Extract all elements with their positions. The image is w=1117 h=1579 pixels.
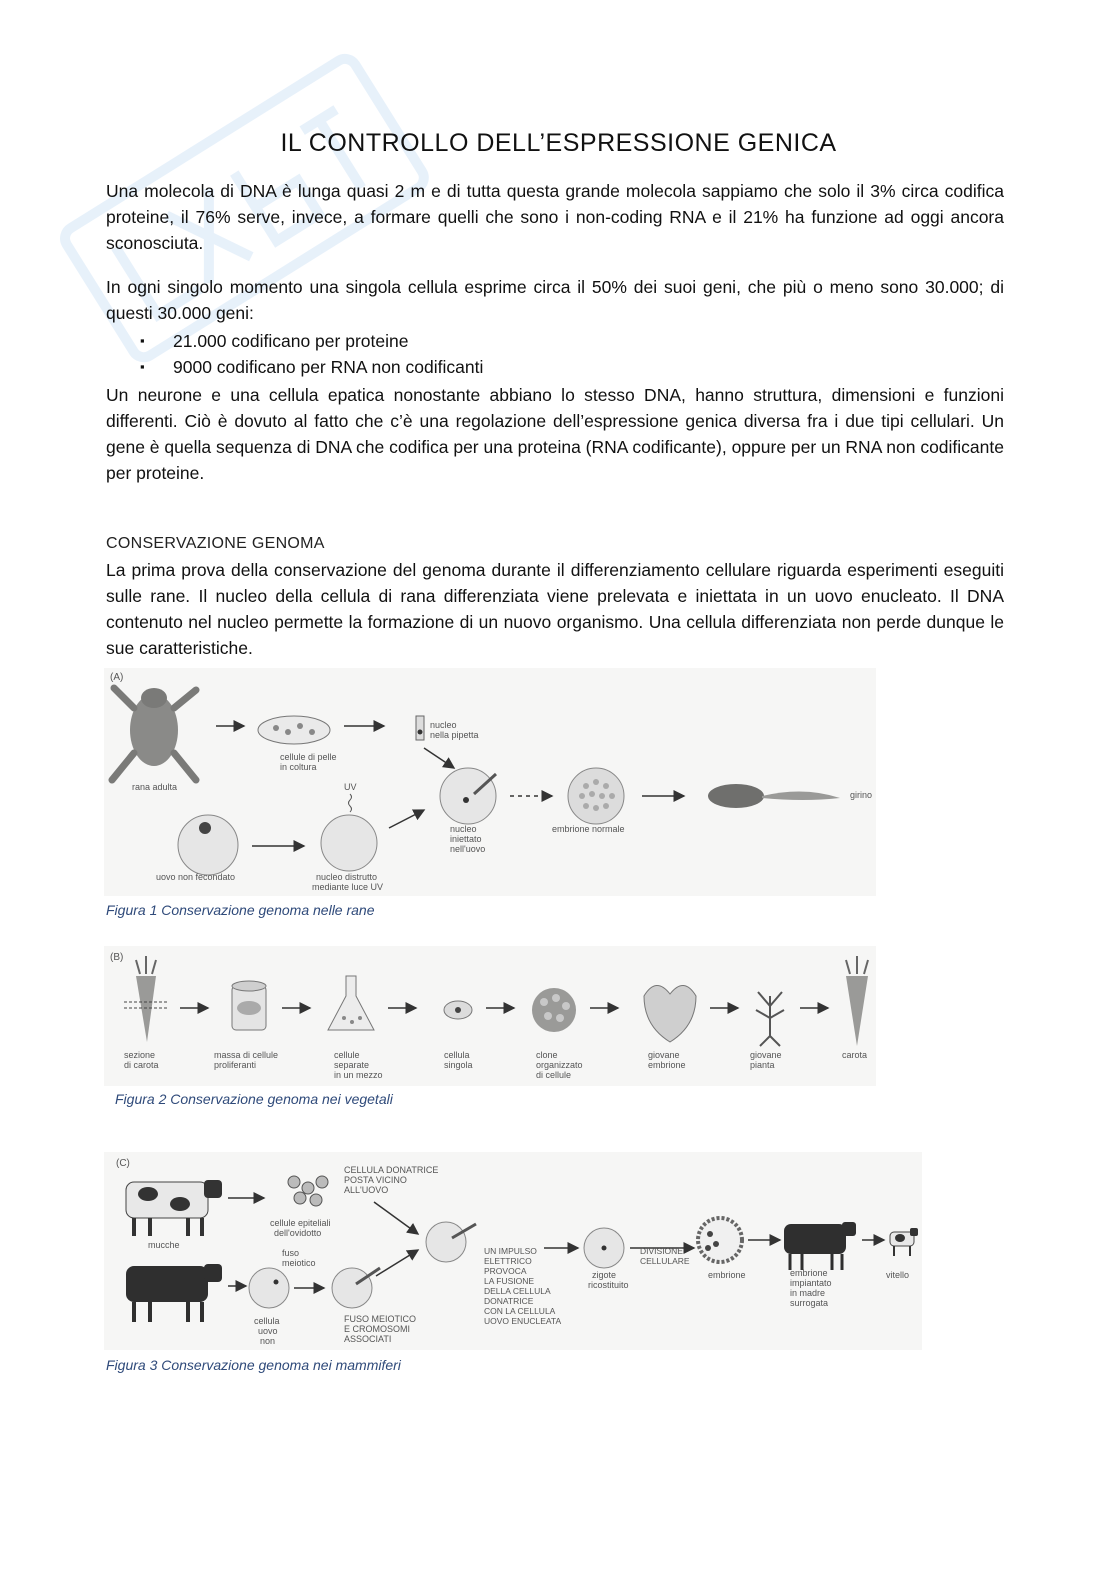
figure-frog-cloning [104,668,876,896]
label-culture1: cellule di pelle [280,752,337,762]
egg-cell-icon [249,1268,289,1308]
young-plant-icon [756,992,784,1046]
surrogate-cow-icon [784,1222,856,1270]
label-s4b: singola [444,1060,473,1070]
label-removed2: E CROMOSOMI [344,1324,411,1334]
genes-paragraph: In ogni singolo momento una singola cellula esprime circa il 50% dei suoi geni, che più o meno sono 30.000; di questi 30.000 geni: [106,277,1004,323]
blastocyst-icon [698,1218,742,1262]
pipette-icon [416,716,424,740]
label-impulse2: ELETTRICO [484,1256,532,1266]
section-heading: CONSERVAZIONE GENOMA [106,535,325,552]
flask-icon [328,976,374,1030]
tadpole-icon [708,784,840,808]
label-implant4: surrogata [790,1298,829,1308]
label-cows: mucche [148,1240,180,1250]
label-frog: rana adulta [132,782,178,792]
figure-3-caption: Figura 3 Conservazione genoma nei mammiferi [106,1357,401,1373]
enucleated-egg-icon [321,815,377,871]
list-item: ▪ 9000 codificano per RNA non codificanti [140,354,1000,380]
label-donor3: ALL'UOVO [344,1185,389,1195]
label-s1a: sezione [124,1050,156,1060]
intro-paragraph: Una molecola di DNA è lunga quasi 2 m e di tutta questa grande molecola sappiamo che solo il 3% circa codifica proteine, il 76% serve, invece, a formare quelli che sono i non-coding RNA e il 21% ha funzione ad oggi ancora sconosciuta. [106,181,1004,253]
label-spindle1: fuso [282,1248,300,1258]
label-epi2: dell'ovidotto [274,1228,322,1238]
label-s7a: giovane [750,1050,782,1060]
gene-count-list [140,328,1000,380]
carrot-section-icon [124,956,168,1042]
label-impulse4: LA FUSIONE [484,1276,535,1286]
fusion-egg-icon [426,1222,466,1262]
label-s3a: cellule [334,1050,360,1060]
label-calf: vitello [886,1270,910,1280]
label-impulse3: PROVOCA [484,1266,527,1276]
label-embryo: embrione [708,1270,746,1280]
panel-label-b: (B) [110,952,124,963]
frog-cloning-diagram [104,668,876,896]
label-egg2: uovo [258,1326,278,1336]
petri-dish-icon [258,716,330,744]
figure-carrot-cloning [104,946,876,1086]
epithelial-cells-icon [288,1176,328,1206]
label-s5c: di cellule [536,1070,572,1080]
label-implant1: embrione [790,1268,828,1278]
embryo-icon [568,768,624,824]
label-egg3: non [260,1336,276,1346]
label-s5b: organizzato [536,1060,583,1070]
list-item: ▪ 21.000 codificano per proteine [140,328,1000,354]
label-donor1: CELLULA DONATRICE [344,1165,439,1175]
label-egg1: cellula [254,1316,280,1326]
label-destroyed1: nucleo distrutto [316,872,378,882]
label-s7b: pianta [750,1060,775,1070]
label-pipette2: nella pipetta [430,730,479,740]
plant-embryo-icon [644,985,696,1042]
label-zygote2: ricostituito [588,1280,629,1290]
page-title: IL CONTROLLO DELL’ESPRESSIONE GENICA [280,129,837,157]
mammal-cloning-diagram [104,1152,922,1350]
culture-jar-icon [232,981,266,1030]
label-implant3: in madre [790,1288,826,1298]
carrot-cloning-diagram [104,946,876,1086]
frog-icon [112,688,196,780]
label-division2: CELLULARE [640,1256,690,1266]
label-s3c: in un mezzo [334,1070,383,1080]
panel-label-a: (A) [110,672,124,683]
label-s3b: separate [334,1060,370,1070]
label-impulse7: CON LA CELLULA [484,1306,556,1316]
label-spindle2: meiotico [282,1258,316,1268]
figure-1-caption: Figura 1 Conservazione genoma nelle rane [106,902,375,918]
label-uv: UV [344,782,357,792]
label-s4a: cellula [444,1050,470,1060]
injected-egg-icon [440,768,496,824]
gene-definition-paragraph: Un neurone e una cellula epatica nonostante abbiano lo stesso DNA, hanno struttura, dimensioni e funzioni differenti. Ciò è dovuto al fatto che c’è una regolazione dell’espressione genica diversa fra i due tipi cellulari. Un gene è quella sequenza di DNA che codifica per una proteina (RNA codificante), oppure per un RNA non codificante per proteine. [106,385,1004,483]
label-s6a: giovane [648,1050,680,1060]
enucleation-icon [332,1268,372,1308]
label-s5a: clone [536,1050,558,1060]
label-zygote1: zigote [592,1270,617,1280]
label-removed1: FUSO MEIOTICO [344,1314,416,1324]
label-division1: DIVISIONE [640,1246,683,1256]
label-s2b: proliferanti [214,1060,257,1070]
label-embryo: embrione normale [552,824,625,834]
label-s6b: embrione [648,1060,686,1070]
label-implant2: impiantato [790,1278,832,1288]
carrot-icon [846,956,868,1046]
label-s8: carota [842,1050,868,1060]
label-destroyed2: mediante luce UV [312,882,384,892]
label-impulse1: UN IMPULSO [484,1246,537,1256]
label-injected2: iniettato [450,834,482,844]
conservation-paragraph: La prima prova della conservazione del genoma durante il differenziamento cellulare riguarda esperimenti eseguiti sulle rane. Il nucleo della cellula di rana differenziata viene prelevata e iniettata in un uovo enucleato. Il DNA contenuto nel nucleo permette la formazione di un nuovo organismo. Una cellula differenziata non perde dunque le sue caratteristiche. [106,560,1004,658]
label-tadpole: girino [850,790,873,800]
black-cow-icon [126,1264,222,1322]
label-impulse8: UOVO ENUCLEATA [484,1316,562,1326]
figure-mammal-cloning [104,1152,922,1350]
label-impulse6: DONATRICE [484,1296,534,1306]
panel-label-c: (C) [116,1158,130,1169]
label-removed3: ASSOCIATI [344,1334,392,1344]
spotted-cow-icon [126,1180,222,1236]
label-pipette1: nucleo [430,720,457,730]
label-culture2: in coltura [280,762,317,772]
label-impulse5: DELLA CELLULA [484,1286,551,1296]
figure-2-caption: Figura 2 Conservazione genoma nei vegetali [115,1091,393,1107]
label-s2a: massa di cellule [214,1050,279,1060]
label-epi1: cellule epiteliali [270,1218,331,1228]
label-donor2: POSTA VICINO [344,1175,407,1185]
calf-icon [890,1228,918,1256]
label-egg: uovo non fecondato [156,872,236,882]
label-injected3: nell'uovo [450,844,486,854]
label-s1b: di carota [124,1060,159,1070]
label-injected1: nucleo [450,824,477,834]
